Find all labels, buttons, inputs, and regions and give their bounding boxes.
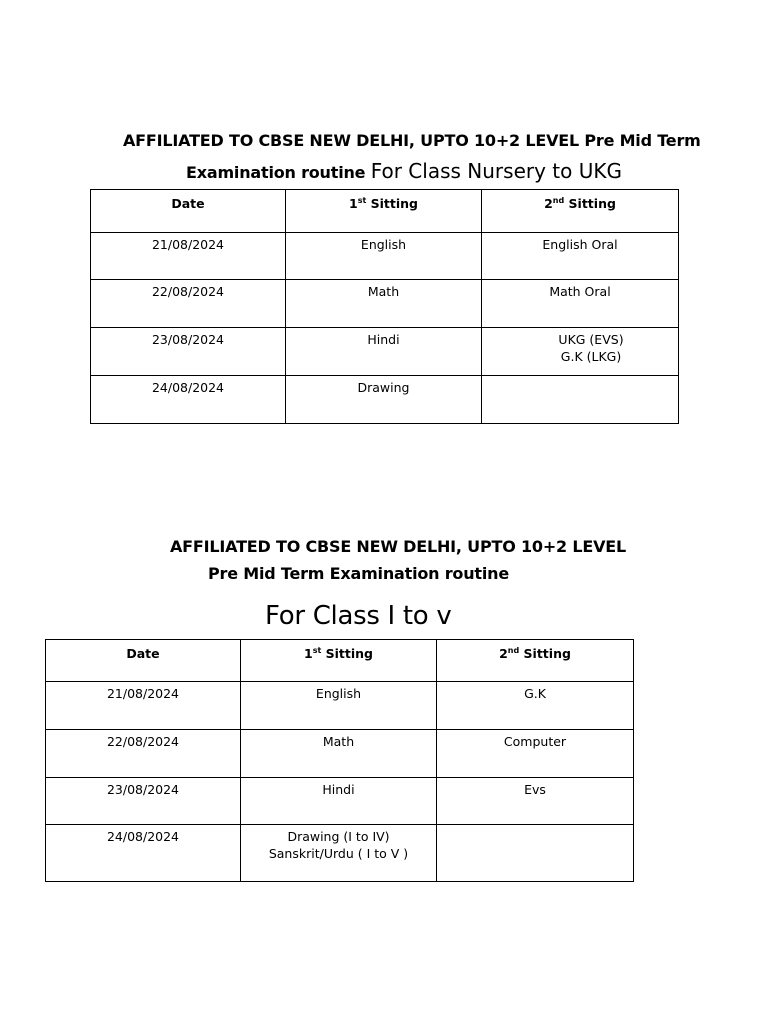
second-sitting-cell: G.K — [437, 682, 634, 730]
first-sitting-cell: English — [286, 233, 482, 280]
second-sitting-cell — [482, 376, 679, 424]
first-sitting-cell: Drawing — [286, 376, 482, 424]
first-sitting-line1: Drawing (I to IV) — [287, 829, 390, 844]
date-cell: 22/08/2024 — [46, 730, 241, 778]
second-sitting-cell: English Oral — [482, 233, 679, 280]
table-row — [46, 825, 634, 882]
date-cell: 24/08/2024 — [91, 376, 286, 424]
first-sitting-cell: Hindi — [241, 778, 437, 825]
second-sitting-header: 2nd Sitting — [482, 190, 679, 233]
first-sitting-cell: Math — [241, 730, 437, 778]
second-sitting-header: 2nd Sitting — [437, 640, 634, 682]
date-cell: 21/08/2024 — [91, 233, 286, 280]
table-row — [46, 682, 634, 730]
second-sitting-line1: UKG (EVS) — [558, 332, 624, 347]
first-sitting-line2: Sanskrit/Urdu ( I to V ) — [268, 846, 409, 861]
second-sitting-cell — [482, 328, 679, 376]
section1-title-line1: AFFILIATED TO CBSE NEW DELHI, UPTO 10+2 LEVEL Pre Mid Term — [123, 131, 701, 150]
second-sitting-cell: Math Oral — [482, 280, 679, 328]
date-header: Date — [46, 640, 241, 682]
first-sitting-cell — [241, 825, 437, 882]
first-sitting-header: 1st Sitting — [241, 640, 437, 682]
section2-class-label: For Class I to v — [265, 601, 452, 631]
section1-routine-table — [90, 189, 679, 424]
section1-class-label: For Class Nursery to UKG — [370, 159, 622, 183]
second-sitting-cell — [437, 825, 634, 882]
section1-title-line2 — [186, 159, 622, 183]
date-cell: 21/08/2024 — [46, 682, 241, 730]
table-row — [91, 280, 679, 328]
section1-title-line2-bold: Examination routine — [186, 163, 366, 182]
date-cell: 24/08/2024 — [46, 825, 241, 882]
date-cell: 22/08/2024 — [91, 280, 286, 328]
second-sitting-line2: G.K (LKG) — [560, 349, 622, 364]
date-header: Date — [91, 190, 286, 233]
section2-title-line2: Pre Mid Term Examination routine — [208, 564, 509, 583]
table-row — [46, 730, 634, 778]
first-sitting-cell: Hindi — [286, 328, 482, 376]
table-row — [91, 233, 679, 280]
section2-routine-table — [45, 639, 634, 882]
first-sitting-cell: English — [241, 682, 437, 730]
table-row — [91, 328, 679, 376]
table-row — [46, 778, 634, 825]
second-sitting-cell: Evs — [437, 778, 634, 825]
first-sitting-header: 1st Sitting — [286, 190, 482, 233]
table-header-row — [46, 640, 634, 682]
table-header-row — [91, 190, 679, 233]
second-sitting-cell: Computer — [437, 730, 634, 778]
first-sitting-cell: Math — [286, 280, 482, 328]
section2-title-line1: AFFILIATED TO CBSE NEW DELHI, UPTO 10+2 LEVEL — [170, 537, 626, 556]
table-row — [91, 376, 679, 424]
date-cell: 23/08/2024 — [46, 778, 241, 825]
date-cell: 23/08/2024 — [91, 328, 286, 376]
